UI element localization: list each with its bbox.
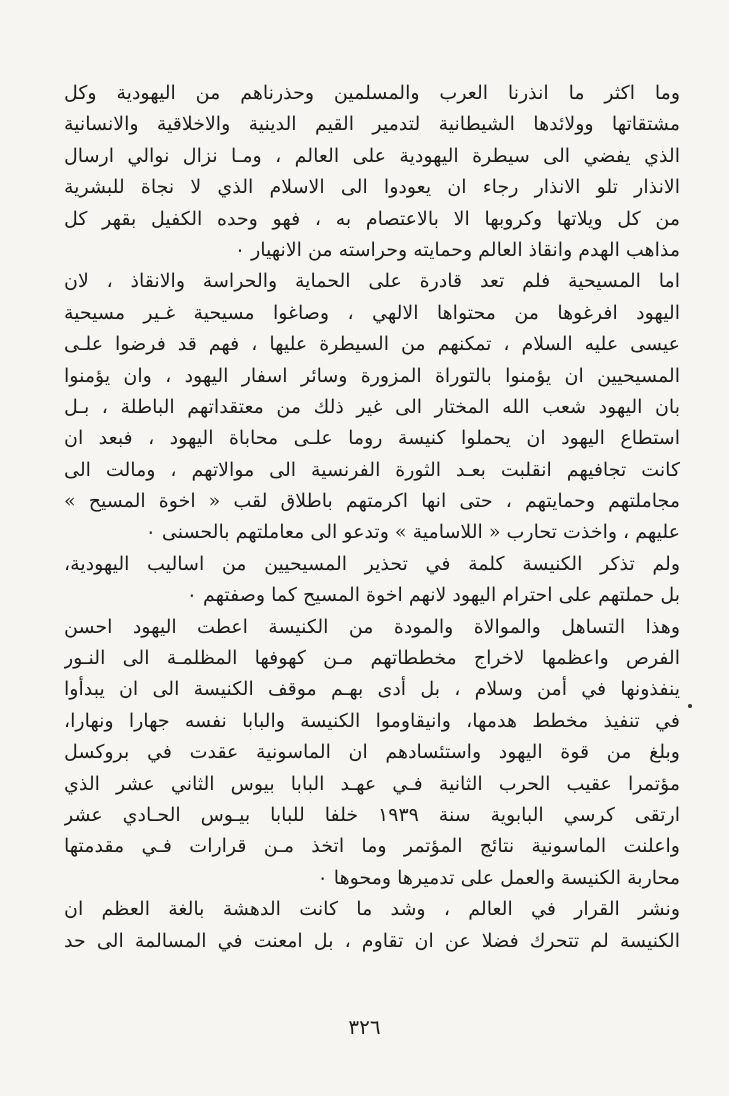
- text-line: مؤتمرا عقيب الحرب الثانية فـي عهـد البابا بيوس الثاني عشر الذي: [64, 772, 680, 795]
- text-line: وبلغ من قوة اليهود واستئسادهم ان الماسونية عقدت في بروكسل: [64, 741, 680, 764]
- text-line: الكنيسة لم تتحرك فضلا عن ان تقاوم ، بل امعنت في المسالمة الى حد: [64, 929, 680, 952]
- text-line: ولم تذكر الكنيسة كلمة في تحذير المسيحيين من اساليب اليهودية،: [64, 552, 680, 575]
- text-line: واعلنت الماسونية نتائج المؤتمر وما اتخذ مـن قرارات فـي مقدمتها: [64, 835, 680, 858]
- text-line: في تنفيذ مخطط هدمها، وانيقاوموا الكنيسة والبابا نفسه جهارا ونهارا،: [64, 709, 680, 732]
- text-line: المسيحيين ان يؤمنوا بالتوراة المزورة وسائر اسفار اليهود ، وان يؤمنوا: [64, 364, 680, 387]
- text-line: بان اليهود شعب الله المختار الى غير ذلك من معتقداتهم الباطلة ، بـل: [64, 395, 680, 418]
- text-line: استطاع اليهود ان يحملوا كنيسة روما علـى محاباة اليهود ، فبعد ان: [64, 427, 680, 450]
- text-line: الفرص واعظمها لاخراج مخططاتهم مـن كهوفها المظلمـة الى النـور: [64, 647, 680, 670]
- text-line: ونشر القرار في العالم ، وشد ما كانت الدهشة بالغة العظم ان: [64, 898, 680, 921]
- text-line: اليهود افرغوها من محتواها الالهي ، وصاغوا مسيحية غـير مسيحية: [64, 301, 680, 324]
- text-line: وما اكثر ما انذرنا العرب والمسلمين وحذرناهم من اليهودية وكل: [64, 82, 680, 104]
- text-line: مجاملتهم وحمايتهم ، حتى انها اكرمتهم باطلاق لقب « اخوة المسيح »: [64, 490, 680, 513]
- text-line: بل حملتهم على احترام اليهود لانهم اخوة المسيح كما وصفتهم ٠: [186, 584, 680, 607]
- print-speck: [688, 704, 692, 708]
- body-text: [64, 78, 680, 957]
- text-line: عيسى عليه السلام ، تمكنهم من السيطرة عليها ، فهم قد فرضوا علـى: [64, 333, 680, 356]
- text-line: ينفذونها في أمن وسلام ، بل أدى بهـم موقف الكنيسة الى ان يبدأوا: [64, 678, 680, 701]
- text-line: مشتقاتها وولائدها الشيطانية لتدمير القيم الدينية والاخلاقية والانسانية: [64, 113, 680, 136]
- text-line: مذاهب الهدم وانقاذ العالم وحمايته وحراسته من الانهيار ٠: [234, 238, 680, 261]
- text-line: من كل ويلاتها وكروبها الا بالاعتصام به ، فهو وحده الكفيل بقهر كل: [64, 207, 680, 230]
- text-line: الانذار تلو الانذار رجاء ان يعودوا الى الاسلام الذي لا نجاة للبشرية: [64, 176, 680, 199]
- text-line: اما المسيحية فلم تعد قادرة على الحماية والحراسة والانقاذ ، لان: [64, 270, 680, 293]
- text-line: وهذا التساهل والموالاة والمودة من الكنيسة اعطت اليهود احسن: [64, 615, 680, 638]
- text-line: ارتقى كرسي البابوية سنة ١٩٣٩ خلفا للبابا بيـوس الحـادي عشر: [64, 803, 680, 826]
- text-line: كانت تجافيهم انقلبت بعـد الثورة الفرنسية الى موالاتهم ، ومالت الى: [64, 458, 680, 481]
- page-number: ٣٢٦: [348, 1015, 381, 1039]
- text-line: الذي يفضي الى سيطرة اليهودية على العالم ، ومـا نزال نوالي ارسال: [64, 144, 680, 167]
- text-line: عليهم ، واخذت تحارب « اللاسامية » وتدعو الى معاملتهم بالحسنى ٠: [145, 521, 680, 544]
- text-line: محاربة الكنيسة والعمل على تدميرها ومحوها ٠: [317, 866, 680, 889]
